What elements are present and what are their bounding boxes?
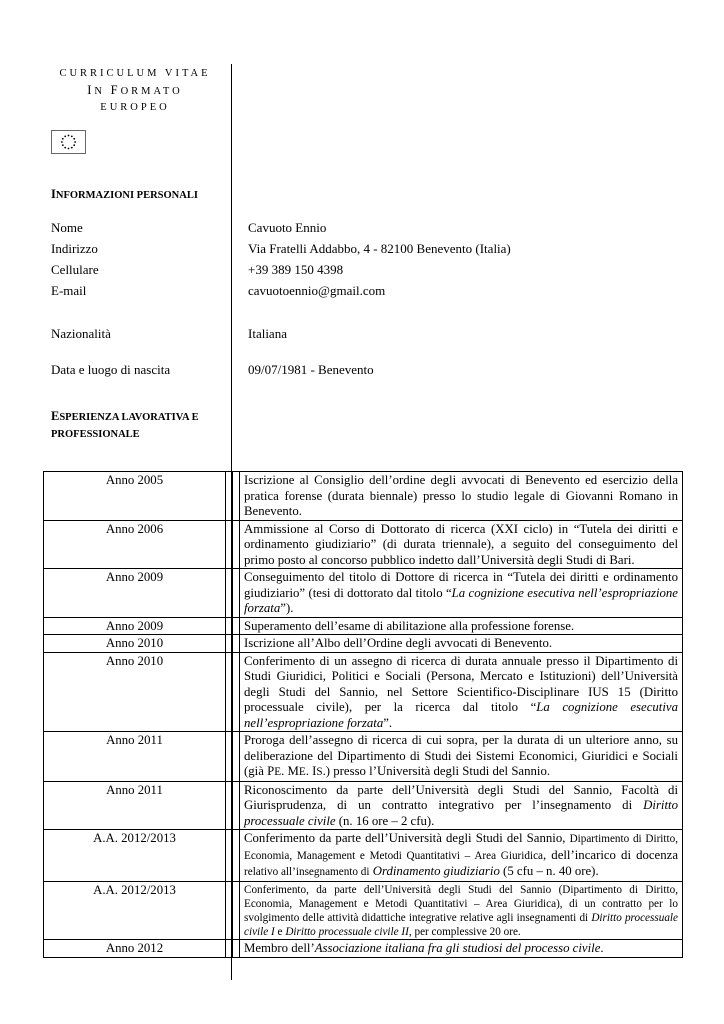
table-row [44,569,683,618]
label-email: E-mail [51,283,87,298]
label-nome: Nome [51,220,83,235]
entry-text: Membro dell’Associazione italiana fra gli studiosi del processo civile. [240,940,683,958]
table-row [44,652,683,732]
label-nazionalita: Nazionalità [51,326,111,341]
entry-year: Anno 2010 [44,635,226,653]
table-row [44,617,683,635]
entry-year: Anno 2005 [44,472,226,521]
table-row [44,635,683,653]
entry-text: Riconoscimento da parte dell’Università degli Studi del Sannio, Facoltà di Giurisprudenza, di un contratto integrativo per l’insegnamento di Diritto processuale civile (n. 16 ore – 2 cfu). [240,781,683,830]
experience-heading: ESPERIENZA LAVORATIVA E PROFESSIONALE [51,409,199,440]
table-row [44,940,683,958]
value-email[interactable]: cavuotoennio@gmail.com [248,283,386,298]
value-indirizzo: Via Fratelli Addabbo, 4 - 82100 Benevento (Italia) [248,241,511,256]
table-row [44,732,683,782]
entry-text: Iscrizione all’Albo dell’Ordine degli avvocati di Benevento. [240,635,683,653]
entry-text: Proroga dell’assegno di ricerca di cui sopra, per la durata di un ulteriore anno, su deliberazione del Dipartimento di Studi dei Sistemi Economici, Giuridici e Sociali (già PE. ME. IS.) presso l’Università degli Studi del Sannio. [240,732,683,782]
entry-text: Conferimento, da parte dell’Università degli Studi del Sannio (Dipartimento di Diritto, Economia, Management e Metodi Quantitativi – Area Giuridica), di un contratto per lo svolgimento delle attività didattiche integrative relative agli insegnamenti di Diritto processuale civile I e Diritto processuale civile II, per complessive 20 ore. [240,881,683,940]
entry-text: Iscrizione al Consiglio dell’ordine degli avvocati di Benevento ed esercizio della pratica forense (durata biennale) presso lo studio legale di Giovanni Romano in Benevento. [240,472,683,521]
entry-year: A.A. 2012/2013 [44,881,226,940]
cv-header [40,66,230,116]
entry-text: Conseguimento del titolo di Dottore di ricerca in “Tutela dei diritti e ordinamento giudiziario” (tesi di dottorato dal titolo “La cognizione esecutiva nell’espropriazione forzata”). [240,569,683,618]
entry-text: Conferimento di un assegno di ricerca di durata annuale presso il Dipartimento di Studi Giuridici, Politici e Sociali (Persona, Mercato e Istituzioni) dell’Università degli Studi del Sannio, nel Settore Scientifico-Disciplinare IUS 15 (Diritto processuale civile), per la ricerca dal titolo “La cognizione esecutiva nell’espropriazione forzata”. [240,652,683,732]
label-cellulare: Cellulare [51,262,99,277]
table-row [44,520,683,569]
cv-header-line2: IN FORMATO [87,83,183,97]
entry-year: Anno 2006 [44,520,226,569]
value-nome: Cavuoto Ennio [248,220,327,235]
entry-text: Superamento dell’esame di abilitazione alla professione forense. [240,617,683,635]
table-row [44,472,683,521]
table-row [44,830,683,882]
value-nazionalita: Italiana [248,326,287,341]
label-indirizzo: Indirizzo [51,241,98,256]
experience-table [43,471,683,958]
cv-header-line3: EUROPEO [100,102,170,113]
entry-text: Conferimento da parte dell’Università degli Studi del Sannio, Dipartimento di Diritto, Economia, Management e Metodi Quantitativi – Area Giuridica, dell’incarico di docenza relativo all’insegnamento di Ordinamento giudiziario (5 cfu – n. 40 ore). [240,830,683,882]
cv-header-line1: CURRICULUM VITAE [59,68,211,79]
eu-flag-icon [51,130,86,154]
entry-year: Anno 2012 [44,940,226,958]
value-nascita: 09/07/1981 - Benevento [248,362,374,377]
entry-year: Anno 2010 [44,652,226,732]
entry-text: Ammissione al Corso di Dottorato di ricerca (XXI ciclo) in “Tutela dei diritti e ordinamento giudiziario” (di durata triennale), a seguito del conseguimento del primo posto al concorso pubblico indetto dall’Università degli Studi di Bari. [240,520,683,569]
entry-year: Anno 2009 [44,569,226,618]
entry-year: Anno 2011 [44,732,226,782]
entry-year: Anno 2009 [44,617,226,635]
value-cellulare: +39 389 150 4398 [248,262,344,277]
table-row [44,781,683,830]
personal-info-heading: INFORMAZIONI PERSONALI [51,187,198,201]
entry-year: A.A. 2012/2013 [44,830,226,882]
entry-year: Anno 2011 [44,781,226,830]
label-nascita: Data e luogo di nascita [51,362,171,377]
table-row [44,881,683,940]
